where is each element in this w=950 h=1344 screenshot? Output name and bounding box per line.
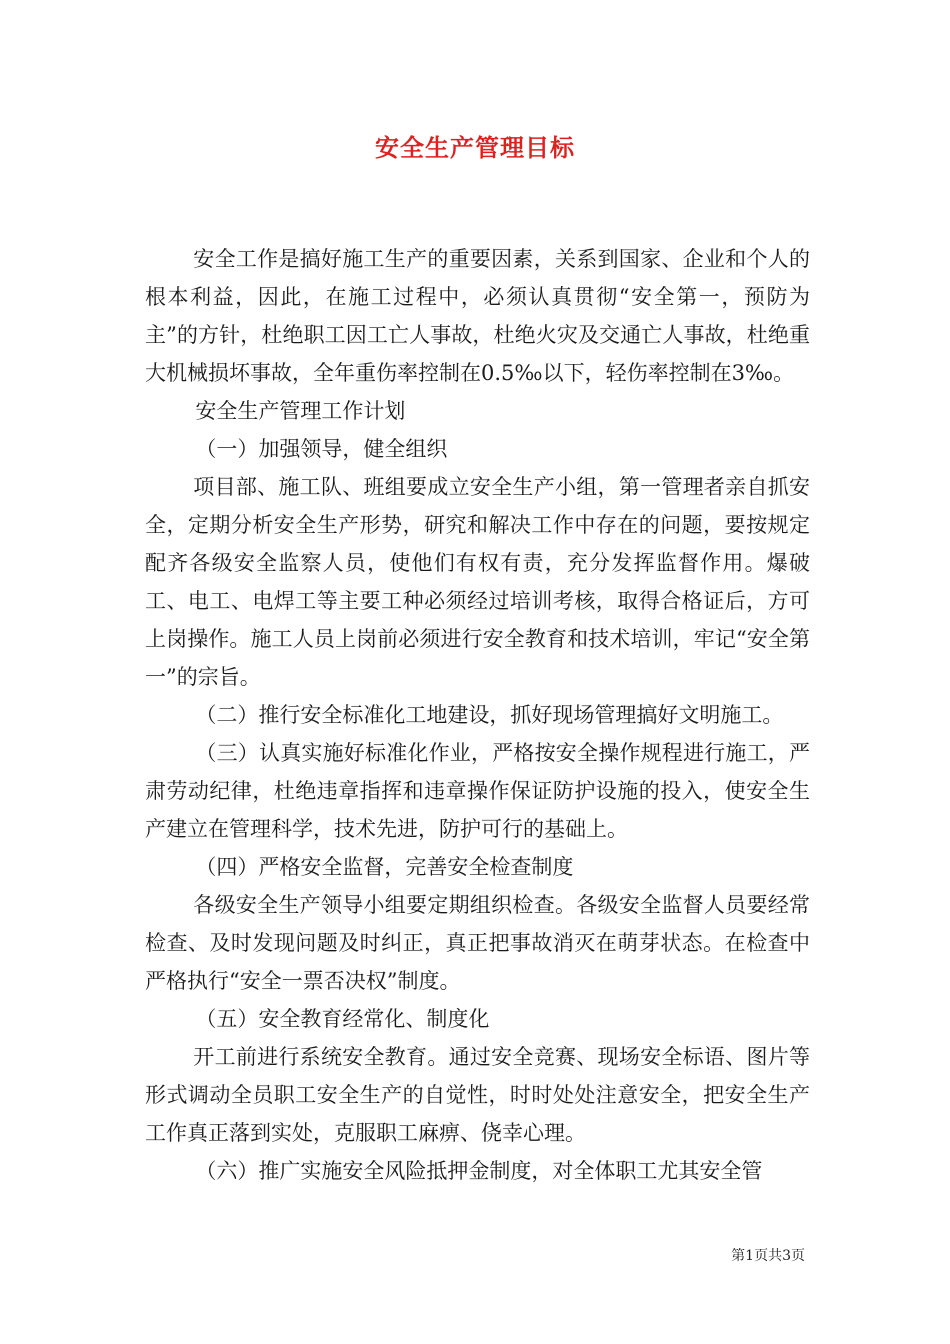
paragraph-1: 项目部、施工队、班组要成立安全生产小组，第一管理者亲自抓安全，定期分析安全生产形势，研究和解决工作中存在的问题，要按规定配齐各级安全监察人员，使他们有权有责，充分发挥监督作用。爆破工、电工、电焊工等主要工种必须经过培训考核，取得合格证后，方可上岗操作。施工人员上岗前必须进行安全教育和技术培训，牢记“安全第一”的宗旨。 bbox=[145, 475, 810, 689]
section-heading-plan: 安全生产管理工作计划 bbox=[195, 399, 406, 423]
section-heading-6: （六）推广实施安全风险抵押金制度，对全体职工尤其安全管 bbox=[195, 1159, 763, 1183]
section-heading-1: （一）加强领导，健全组织 bbox=[195, 437, 448, 461]
paragraph-4: 各级安全生产领导小组要定期组织检查。各级安全监督人员要经常检查、及时发现问题及时纠正，真正把事故消灭在萌芽状态。在检查中严格执行“安全一票否决权”制度。 bbox=[145, 893, 810, 993]
section-heading-5: （五）安全教育经常化、制度化 bbox=[195, 1007, 490, 1031]
paragraph-intro: 安全工作是搞好施工生产的重要因素，关系到国家、企业和个人的根本利益，因此，在施工过程中，必须认真贯彻“安全第一，预防为主”的方针，杜绝职工因工亡人事故，杜绝火灾及交通亡人事故，杜绝重大机械损坏事故，全年重伤率控制在0.5‰以下，轻伤率控制在3‰。 bbox=[145, 247, 810, 385]
document-title: 安全生产管理目标 bbox=[375, 133, 575, 162]
section-heading-3: （三）认真实施好标准化作业，严格按安全操作规程进行施工，严肃劳动纪律，杜绝违章指挥和违章操作保证防护设施的投入，使安全生产建立在管理科学，技术先进，防护可行的基础上。 bbox=[145, 741, 810, 841]
document-body bbox=[145, 240, 810, 1190]
section-heading-2: （二）推行安全标准化工地建设，抓好现场管理搞好文明施工。 bbox=[195, 703, 784, 727]
paragraph-5: 开工前进行系统安全教育。通过安全竞赛、现场安全标语、图片等形式调动全员职工安全生产的自觉性，时时处处注意安全，把安全生产工作真正落到实处，克服职工麻痹、侥幸心理。 bbox=[145, 1045, 810, 1145]
section-heading-4: （四）严格安全监督，完善安全检查制度 bbox=[195, 855, 574, 879]
page-number-footer: 第1页共3页 bbox=[731, 1248, 805, 1264]
